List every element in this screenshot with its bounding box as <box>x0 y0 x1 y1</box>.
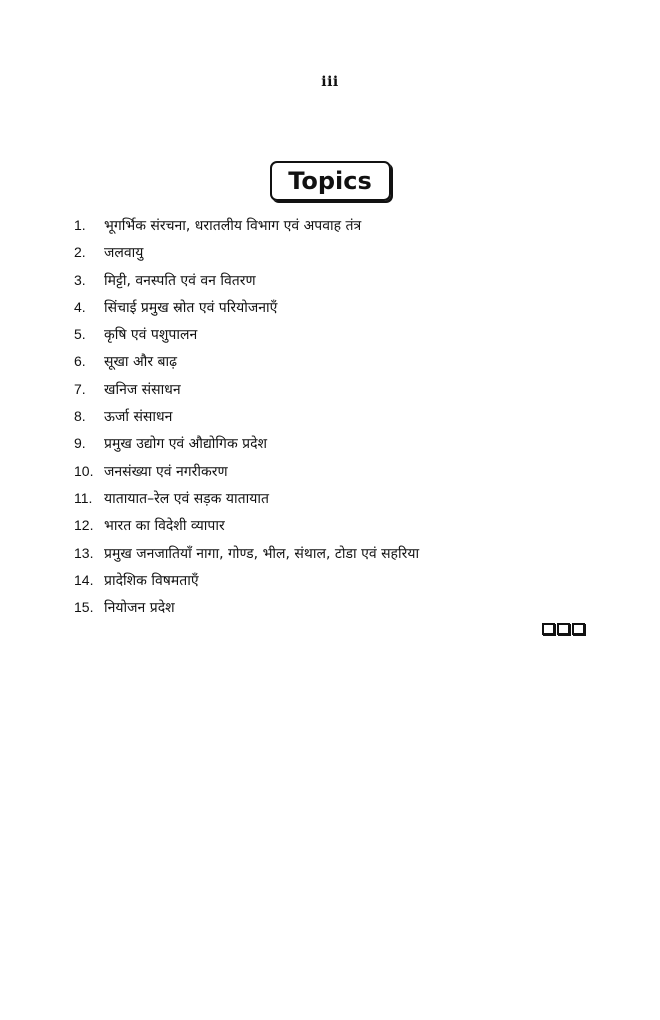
topic-title: सिंचाई प्रमुख स्रोत एवं परियोजनाएँ <box>104 299 278 316</box>
topic-item-1 <box>74 212 574 239</box>
topic-title: खनिज संसाधन <box>104 381 181 398</box>
topic-item-14 <box>74 567 574 594</box>
topic-number: 15. <box>74 599 94 616</box>
hollow-square-icon <box>542 623 555 635</box>
topic-item-13 <box>74 540 574 567</box>
topic-title: भारत का विदेशी व्यापार <box>104 518 225 535</box>
topic-item-15 <box>74 594 574 621</box>
topic-number: 5. <box>74 326 86 343</box>
topic-number: 8. <box>74 408 86 425</box>
topic-title: सूखा और बाढ़ <box>104 354 177 371</box>
topic-number: 11. <box>74 489 93 506</box>
topic-title: नियोजन प्रदेश <box>104 600 175 617</box>
topic-item-4 <box>74 294 574 321</box>
topic-item-12 <box>74 512 574 539</box>
hollow-square-icon <box>572 623 585 635</box>
topic-number: 1. <box>74 217 86 233</box>
topic-number: 7. <box>74 380 86 397</box>
topic-item-9 <box>74 430 574 457</box>
topic-number: 4. <box>74 298 86 315</box>
topic-number: 12. <box>74 517 94 534</box>
page-number: iii <box>321 74 339 90</box>
topic-title: यातायात–रेल एवं सड़क यातायात <box>104 490 269 507</box>
title-container <box>0 161 660 201</box>
topic-title: प्रादेशिक विषमताएँ <box>104 572 199 589</box>
topic-title: प्रमुख उद्योग एवं औद्योगिक प्रदेश <box>104 436 268 453</box>
topic-item-11 <box>74 485 574 512</box>
topic-item-7 <box>74 376 574 403</box>
end-marks <box>542 623 585 635</box>
topic-title: कृषि एवं पशुपालन <box>104 327 198 344</box>
page-title: Topics <box>270 161 391 201</box>
topic-number: 3. <box>74 271 86 288</box>
topic-number: 9. <box>74 435 86 452</box>
topic-number: 10. <box>74 462 94 479</box>
hollow-square-icon <box>557 623 570 635</box>
topic-item-10 <box>74 458 574 485</box>
topic-number: 6. <box>74 353 86 370</box>
topic-list <box>74 212 574 621</box>
topic-title: प्रमुख जनजातियाँ नागा, गोण्ड, भील, संथाल, टोडा एवं सहरिया <box>104 545 420 562</box>
topic-item-8 <box>74 403 574 430</box>
topic-title: भूगर्भिक संरचना, धरातलीय विभाग एवं अपवाह तंत्र <box>104 218 362 234</box>
topic-title: जनसंख्या एवं नगरीकरण <box>104 463 228 480</box>
topic-title: ऊर्जा संसाधन <box>104 409 173 426</box>
topic-number: 13. <box>74 544 94 561</box>
topic-item-6 <box>74 348 574 375</box>
topic-item-5 <box>74 321 574 348</box>
topic-number: 14. <box>74 571 94 588</box>
topic-item-2 <box>74 239 574 266</box>
topic-number: 2. <box>74 244 86 261</box>
topic-item-3 <box>74 267 574 294</box>
topic-title: जलवायु <box>104 245 144 262</box>
topic-title: मिट्टी, वनस्पति एवं वन वितरण <box>104 272 256 289</box>
